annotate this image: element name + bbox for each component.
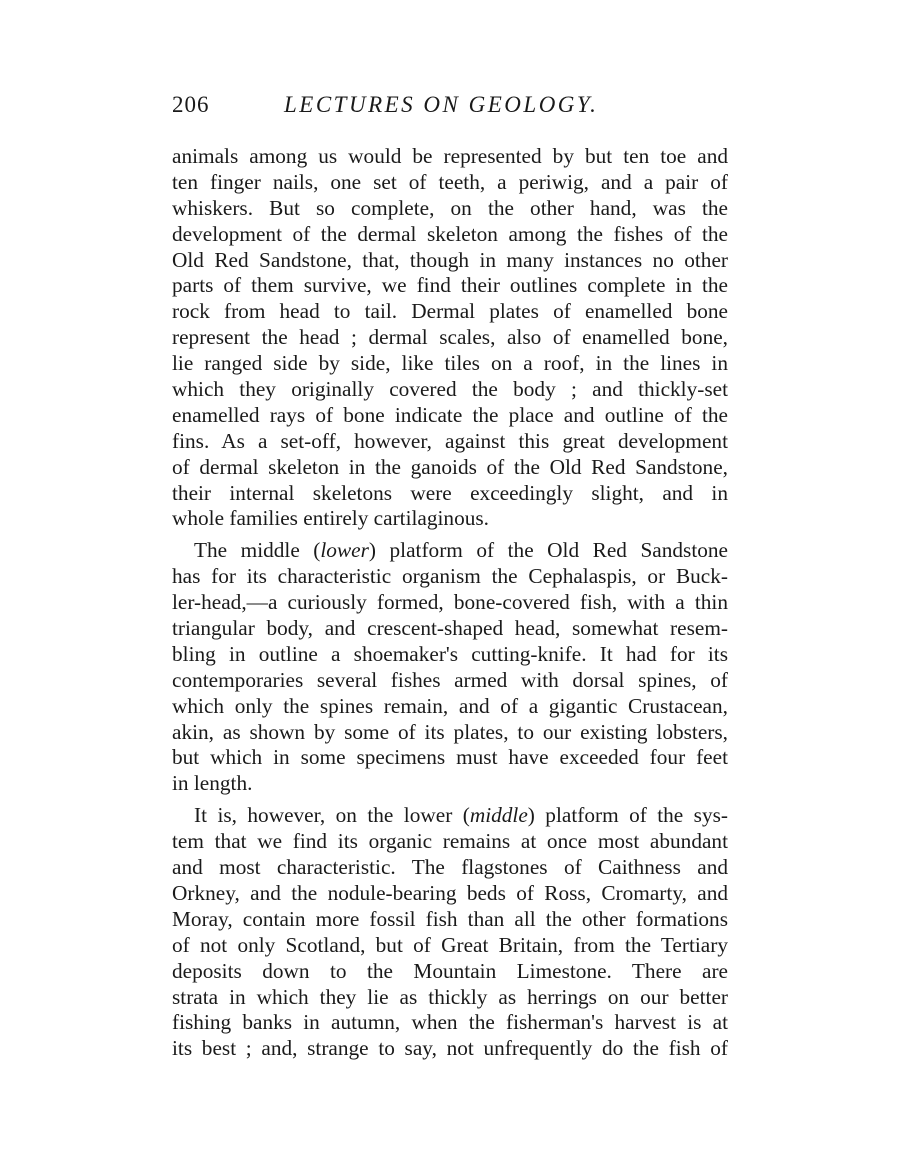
text-line: represent the head ; dermal scales, also of enamelled bone,: [172, 325, 728, 350]
text-line: their internal skeletons were exceedingly slight, and in: [172, 480, 728, 505]
text-line: whole families entirely cartilaginous.: [172, 506, 489, 531]
text-line: Moray, contain more fossil fish than all the other formations: [172, 906, 728, 931]
paragraph-1: [172, 144, 728, 532]
text-line: The middle (lower) platform of the Old Red Sandstone: [194, 538, 728, 563]
text-line: animals among us would be represented by but ten toe and: [172, 144, 728, 168]
text-line: akin, as shown by some of its plates, to our existing lobsters,: [172, 719, 728, 744]
text-line: tem that we find its organic remains at once most abundant: [172, 829, 728, 854]
text-line: It is, however, on the lower (middle) platform of the sys-: [194, 803, 728, 828]
text-line: contemporaries several fishes armed with dorsal spines, of: [172, 667, 728, 692]
paragraph-3: [172, 803, 728, 1062]
text-line: but which in some specimens must have exceeded four feet: [172, 745, 728, 770]
text-line: triangular body, and crescent-shaped head, somewhat resem-: [172, 616, 728, 641]
text-line: of dermal skeleton in the ganoids of the Old Red Sandstone,: [172, 454, 728, 479]
running-head: [172, 92, 732, 128]
text-line: and most characteristic. The flagstones of Caithness and: [172, 855, 728, 880]
text-line: ler-head,—a curiously formed, bone-covered fish, with a thin: [172, 590, 728, 615]
text-line: lie ranged side by side, like tiles on a roof, in the lines in: [172, 351, 728, 376]
text-line: bling in outline a shoemaker's cutting-knife. It had for its: [172, 641, 728, 666]
body-text: [172, 144, 728, 1062]
page-number: 206: [172, 92, 210, 117]
text-line: strata in which they lie as thickly as herrings on our better: [172, 984, 728, 1009]
paragraph-2: [172, 538, 728, 797]
text-line: which only the spines remain, and of a gigantic Crustacean,: [172, 693, 728, 718]
text-line: in length.: [172, 771, 253, 796]
text-line: parts of them survive, we find their outlines complete in the: [172, 273, 728, 298]
text-line: fishing banks in autumn, when the fisherman's harvest is at: [172, 1010, 728, 1035]
running-title: LECTURES ON GEOLOGY.: [284, 92, 599, 117]
text-line: rock from head to tail. Dermal plates of enamelled bone: [172, 299, 728, 324]
text-line: whiskers. But so complete, on the other hand, was the: [172, 195, 728, 220]
text-line: its best ; and, strange to say, not unfrequently do the fish of: [172, 1036, 728, 1061]
text-line: deposits down to the Mountain Limestone. There are: [172, 958, 728, 983]
text-line: Old Red Sandstone, that, though in many instances no other: [172, 247, 728, 272]
text-line: of not only Scotland, but of Great Britain, from the Tertiary: [172, 932, 728, 957]
text-line: enamelled rays of bone indicate the place and outline of the: [172, 402, 728, 427]
text-line: Orkney, and the nodule-bearing beds of Ross, Cromarty, and: [172, 880, 728, 905]
text-line: ten finger nails, one set of teeth, a periwig, and a pair of: [172, 169, 728, 194]
text-line: has for its characteristic organism the Cephalaspis, or Buck-: [172, 564, 728, 589]
text-line: development of the dermal skeleton among the fishes of the: [172, 221, 728, 246]
text-line: fins. As a set-off, however, against this great development: [172, 428, 728, 453]
text-line: which they originally covered the body ; and thickly-set: [172, 377, 728, 402]
